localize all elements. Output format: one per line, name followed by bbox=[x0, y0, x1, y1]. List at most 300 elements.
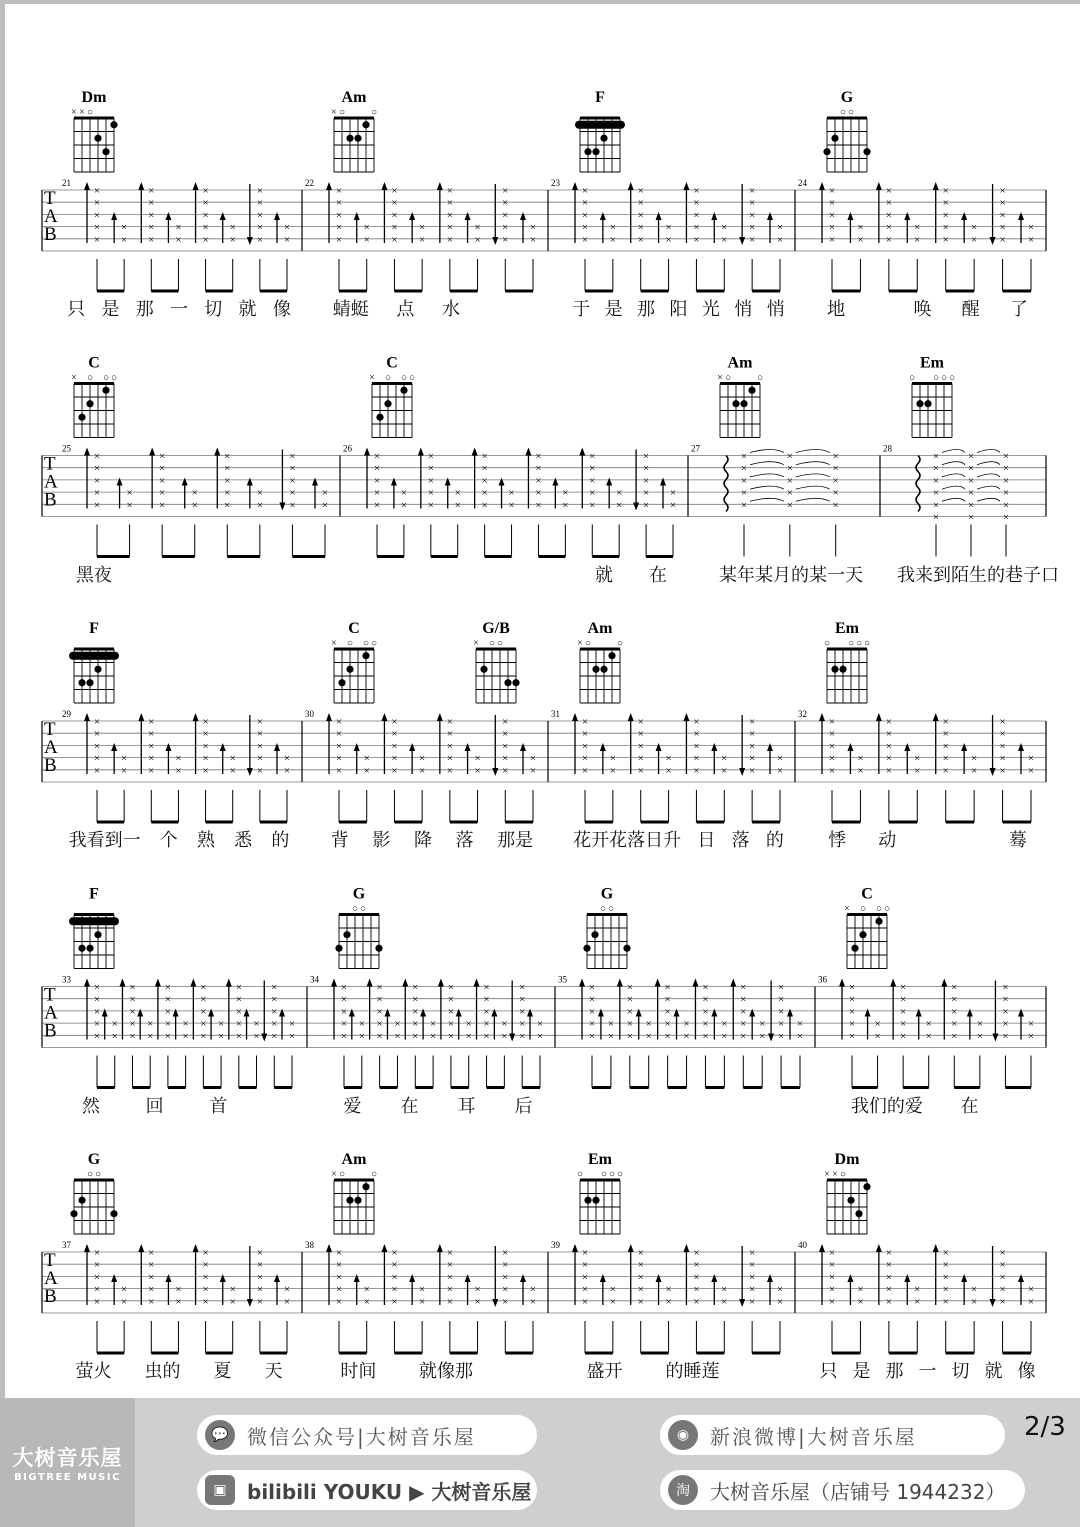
up-strum-arrow-icon bbox=[961, 743, 967, 751]
muted-note-x: × bbox=[391, 209, 398, 222]
up-strum-arrow-icon bbox=[214, 448, 220, 456]
muted-note-x: × bbox=[749, 185, 756, 197]
muted-note-x: × bbox=[749, 1259, 756, 1272]
lyric-word: 那 bbox=[637, 299, 656, 320]
muted-note-x: × bbox=[93, 993, 101, 1006]
open-string-icon: ○ bbox=[608, 1169, 616, 1180]
muted-note-x: × bbox=[93, 1030, 101, 1043]
muted-note-x: × bbox=[447, 993, 455, 1006]
muted-note-x: × bbox=[519, 1018, 526, 1031]
open-string-icon: ○ bbox=[584, 638, 592, 649]
up-strum-arrow-icon bbox=[244, 1009, 250, 1017]
open-string-icon: ○ bbox=[338, 107, 346, 118]
muted-note-x: × bbox=[256, 752, 263, 765]
open-string-icon: ○ bbox=[855, 638, 863, 649]
lyric-word: 萤火 bbox=[75, 1361, 112, 1382]
muted-note-x: × bbox=[256, 740, 263, 753]
lyric-word bbox=[187, 561, 195, 587]
tie-mark bbox=[942, 498, 965, 501]
chord-name: Am bbox=[587, 620, 613, 637]
muted-note-x: × bbox=[693, 1271, 700, 1284]
lyric-word: 熟 bbox=[196, 830, 215, 851]
muted-note-x: × bbox=[391, 740, 398, 753]
muted-note-x: × bbox=[202, 1283, 209, 1296]
muted-note-x: × bbox=[609, 752, 616, 765]
chord-name: G bbox=[87, 1151, 101, 1168]
muted-note-x: × bbox=[474, 1283, 481, 1296]
muted-note-x: × bbox=[693, 716, 700, 728]
up-strum-arrow-icon bbox=[119, 979, 125, 987]
muted-note-x: × bbox=[637, 1283, 644, 1296]
muted-note-x: × bbox=[502, 233, 509, 246]
measure-number: 40 bbox=[798, 1240, 807, 1250]
muted-note-x: × bbox=[129, 981, 136, 994]
muted-note-x: × bbox=[951, 1030, 958, 1043]
muted-note-x: × bbox=[229, 764, 236, 777]
muted-note-x: × bbox=[976, 1018, 983, 1031]
muted-note-x: × bbox=[217, 1030, 225, 1043]
up-strum-arrow-icon bbox=[84, 182, 90, 190]
up-strum-arrow-icon bbox=[876, 182, 882, 190]
down-strum-arrow-icon bbox=[509, 1034, 515, 1042]
finger-dot bbox=[591, 931, 598, 938]
tie-mark bbox=[942, 462, 965, 465]
lyric-word bbox=[419, 561, 427, 587]
muted-note-x: × bbox=[391, 197, 398, 210]
up-strum-arrow-icon bbox=[711, 743, 717, 751]
muted-note-x: × bbox=[358, 1030, 365, 1043]
finger-dot bbox=[859, 931, 866, 938]
finger-dot bbox=[592, 1197, 599, 1204]
lyric-line bbox=[59, 561, 337, 587]
muted-note-x: × bbox=[664, 993, 671, 1006]
finger-dot bbox=[102, 148, 109, 155]
muted-note-x: × bbox=[202, 752, 209, 765]
lyric-line bbox=[705, 561, 877, 587]
muted-note-x: × bbox=[335, 728, 343, 741]
measure-number: 37 bbox=[62, 1240, 71, 1250]
open-string-icon: ○ bbox=[724, 372, 732, 384]
muted-note-x: × bbox=[502, 1259, 509, 1272]
muted-note-x: × bbox=[609, 233, 616, 246]
muted-note-x: × bbox=[271, 993, 278, 1006]
up-strum-arrow-icon bbox=[409, 743, 415, 751]
muted-note-x: × bbox=[693, 1247, 700, 1259]
lyric-word: 像 bbox=[272, 299, 291, 320]
open-string-icon: ○ bbox=[496, 638, 504, 649]
taobao-label: 大树音乐屋（店铺号 1944232） bbox=[710, 1479, 1006, 1504]
muted-note-x: × bbox=[581, 1247, 589, 1259]
muted-note-x: × bbox=[971, 764, 978, 777]
finger-dot bbox=[748, 387, 755, 394]
up-strum-arrow-icon bbox=[437, 182, 443, 190]
muted-note-x: × bbox=[502, 209, 509, 222]
muted-note-x: × bbox=[446, 221, 453, 234]
up-strum-arrow-icon bbox=[890, 979, 896, 987]
muted-note-x: × bbox=[588, 1030, 596, 1043]
muted-note-x: × bbox=[607, 1030, 615, 1043]
lyric-word: 是 bbox=[852, 1361, 871, 1382]
tie-mark bbox=[750, 450, 784, 453]
up-strum-arrow-icon bbox=[683, 713, 689, 721]
chord-diagram bbox=[577, 620, 623, 703]
finger-dot bbox=[338, 679, 345, 686]
muted-note-x: × bbox=[828, 221, 836, 234]
muted-note-x: × bbox=[376, 1018, 383, 1031]
muted-note-x: × bbox=[483, 993, 490, 1006]
lyric-line bbox=[812, 1357, 1043, 1383]
muted-note-x: × bbox=[776, 752, 784, 765]
muted-note-x: × bbox=[589, 487, 596, 500]
muted-string-icon: × bbox=[71, 372, 77, 384]
muted-note-x: × bbox=[642, 499, 650, 512]
muted-note-x: × bbox=[412, 1030, 419, 1043]
muted-note-x: × bbox=[202, 740, 209, 753]
muted-note-x: × bbox=[999, 728, 1006, 741]
muted-note-x: × bbox=[749, 1247, 756, 1259]
lyric-word: 黑夜 bbox=[75, 564, 112, 586]
lyric-line bbox=[897, 561, 1059, 587]
muted-note-x: × bbox=[93, 197, 101, 210]
muted-note-x: × bbox=[749, 197, 756, 210]
muted-note-x: × bbox=[616, 487, 623, 500]
up-strum-arrow-icon bbox=[819, 713, 825, 721]
lyric-word: 蜻蜓 bbox=[332, 299, 369, 320]
muted-note-x: × bbox=[481, 487, 488, 500]
lyric-word bbox=[312, 561, 320, 587]
muted-note-x: × bbox=[202, 1295, 209, 1308]
muted-note-x: × bbox=[502, 1271, 509, 1284]
tab-clef-letter: B bbox=[44, 755, 57, 776]
muted-note-x: × bbox=[175, 1295, 182, 1308]
muted-note-x: × bbox=[828, 1295, 836, 1308]
up-strum-arrow-icon bbox=[111, 743, 117, 751]
muted-note-x: × bbox=[446, 185, 453, 197]
lyric-word bbox=[145, 561, 153, 587]
muted-note-x: × bbox=[289, 474, 296, 487]
muted-note-x: × bbox=[335, 1295, 343, 1308]
lyric-word: 是 bbox=[604, 299, 623, 320]
up-strum-arrow-icon bbox=[617, 979, 623, 987]
muted-note-x: × bbox=[519, 1030, 526, 1043]
up-strum-arrow-icon bbox=[819, 1244, 825, 1252]
up-strum-arrow-icon bbox=[402, 979, 408, 987]
muted-note-x: × bbox=[749, 740, 756, 753]
muted-note-x: × bbox=[288, 1018, 296, 1031]
finger-dot bbox=[839, 666, 846, 673]
muted-note-x: × bbox=[642, 450, 650, 463]
open-string-icon: ○ bbox=[932, 372, 940, 384]
muted-note-x: × bbox=[885, 1247, 892, 1259]
muted-note-x: × bbox=[942, 1247, 949, 1259]
muted-note-x: × bbox=[182, 1018, 189, 1031]
muted-note-x: × bbox=[999, 233, 1006, 246]
open-string-icon: ○ bbox=[756, 372, 764, 384]
open-string-icon: ○ bbox=[948, 372, 956, 384]
muted-note-x: × bbox=[446, 233, 453, 246]
lyric-word bbox=[375, 561, 383, 587]
muted-note-x: × bbox=[664, 1005, 671, 1018]
lyric-word: 某年某月的某一天 bbox=[719, 564, 863, 586]
lyric-word bbox=[229, 561, 237, 587]
up-strum-arrow-icon bbox=[787, 1009, 793, 1017]
open-string-icon: ○ bbox=[86, 1169, 94, 1180]
up-strum-arrow-icon bbox=[967, 1009, 973, 1017]
muted-note-x: × bbox=[999, 740, 1006, 753]
muted-note-x: × bbox=[256, 728, 263, 741]
tie-mark bbox=[796, 498, 830, 501]
muted-note-x: × bbox=[121, 221, 128, 234]
muted-note-x: × bbox=[967, 511, 975, 524]
muted-note-x: × bbox=[391, 764, 398, 777]
lyric-word: 一 bbox=[169, 299, 188, 320]
muted-note-x: × bbox=[693, 1295, 700, 1308]
up-strum-arrow-icon bbox=[279, 1009, 285, 1017]
muted-note-x: × bbox=[335, 740, 343, 753]
muted-note-x: × bbox=[148, 728, 155, 741]
muted-note-x: × bbox=[427, 487, 434, 500]
finger-dot bbox=[924, 400, 931, 407]
lyric-word: 悸 bbox=[828, 830, 847, 851]
muted-note-x: × bbox=[256, 1247, 263, 1259]
open-string-icon: ○ bbox=[863, 638, 871, 649]
muted-note-x: × bbox=[93, 474, 101, 487]
lyric-word: 就 bbox=[595, 564, 613, 586]
up-strum-arrow-icon bbox=[84, 1244, 90, 1252]
muted-note-x: × bbox=[796, 1018, 804, 1031]
weibo-link[interactable] bbox=[660, 1415, 1005, 1455]
finger-dot bbox=[362, 1183, 369, 1190]
muted-note-x: × bbox=[121, 233, 128, 246]
muted-note-x: × bbox=[529, 752, 537, 765]
tie-mark bbox=[750, 498, 784, 501]
muted-note-x: × bbox=[340, 1018, 348, 1031]
open-string-icon: ○ bbox=[370, 638, 378, 649]
muted-note-x: × bbox=[283, 221, 291, 234]
up-strum-arrow-icon bbox=[111, 1274, 117, 1282]
chord-diagram bbox=[331, 620, 377, 703]
up-strum-arrow-icon bbox=[193, 182, 199, 190]
tab-clef-letter: B bbox=[44, 1020, 57, 1042]
open-string-icon: ○ bbox=[362, 638, 370, 649]
muted-note-x: × bbox=[925, 1030, 932, 1043]
lyric-word: 就像那 bbox=[418, 1361, 473, 1382]
video-links[interactable] bbox=[197, 1470, 537, 1510]
muted-note-x: × bbox=[786, 474, 793, 487]
chord-diagram bbox=[717, 355, 763, 438]
up-strum-arrow-icon bbox=[767, 212, 773, 220]
muted-note-x: × bbox=[256, 1283, 263, 1296]
muted-note-x: × bbox=[900, 993, 907, 1006]
muted-note-x: × bbox=[721, 233, 728, 246]
muted-note-x: × bbox=[419, 221, 426, 234]
muted-note-x: × bbox=[885, 233, 892, 246]
up-strum-arrow-icon bbox=[354, 212, 360, 220]
muted-note-x: × bbox=[391, 221, 398, 234]
muted-note-x: × bbox=[740, 1018, 747, 1031]
muted-note-x: × bbox=[749, 233, 756, 246]
muted-note-x: × bbox=[111, 1030, 118, 1043]
lyric-line bbox=[565, 826, 792, 852]
tab-clef-letter: A bbox=[44, 206, 58, 227]
muted-string-icon: × bbox=[717, 372, 723, 384]
muted-note-x: × bbox=[1002, 474, 1010, 487]
up-strum-arrow-icon bbox=[730, 979, 736, 987]
up-strum-arrow-icon bbox=[137, 1009, 143, 1017]
lyric-word: 悉 bbox=[234, 830, 253, 851]
muted-note-x: × bbox=[93, 981, 101, 994]
tab-system bbox=[42, 355, 1046, 557]
tab-system bbox=[42, 886, 1046, 1088]
up-strum-arrow-icon bbox=[474, 979, 480, 987]
muted-note-x: × bbox=[749, 1283, 756, 1296]
muted-note-x: × bbox=[391, 1283, 398, 1296]
muted-note-x: × bbox=[502, 1283, 509, 1296]
up-strum-arrow-icon bbox=[165, 1274, 171, 1282]
up-strum-arrow-icon bbox=[84, 713, 90, 721]
muted-note-x: × bbox=[637, 1295, 644, 1308]
muted-note-x: × bbox=[93, 233, 101, 246]
up-strum-arrow-icon bbox=[445, 478, 451, 486]
muted-note-x: × bbox=[335, 1247, 343, 1259]
muted-note-x: × bbox=[885, 764, 892, 777]
muted-note-x: × bbox=[776, 221, 784, 234]
muted-note-x: × bbox=[828, 185, 836, 197]
muted-note-x: × bbox=[942, 233, 949, 246]
chord-diagram bbox=[909, 355, 955, 438]
finger-dot bbox=[110, 121, 117, 128]
wechat-link[interactable] bbox=[197, 1415, 537, 1455]
muted-note-x: × bbox=[683, 1030, 690, 1043]
open-string-icon: ○ bbox=[110, 372, 118, 384]
up-strum-arrow-icon bbox=[418, 448, 424, 456]
muted-string-icon: × bbox=[331, 107, 337, 118]
muted-note-x: × bbox=[885, 716, 892, 728]
muted-note-x: × bbox=[335, 752, 343, 765]
muted-note-x: × bbox=[200, 1018, 207, 1031]
muted-note-x: × bbox=[885, 740, 892, 753]
tie-mark bbox=[942, 474, 965, 477]
chord-diagram bbox=[824, 620, 870, 703]
muted-note-x: × bbox=[535, 474, 542, 487]
taobao-link[interactable] bbox=[660, 1470, 1025, 1510]
up-strum-arrow-icon bbox=[876, 1244, 882, 1252]
up-strum-arrow-icon bbox=[226, 979, 232, 987]
muted-note-x: × bbox=[1002, 487, 1010, 500]
muted-note-x: × bbox=[508, 487, 515, 500]
muted-note-x: × bbox=[502, 728, 509, 741]
muted-note-x: × bbox=[626, 981, 633, 994]
lyric-line bbox=[565, 295, 792, 321]
muted-note-x: × bbox=[740, 981, 747, 994]
tie-mark bbox=[977, 462, 1000, 465]
lyric-word: 背 bbox=[330, 830, 349, 851]
tab-clef-letter: A bbox=[44, 1268, 58, 1289]
muted-note-x: × bbox=[93, 221, 101, 234]
muted-note-x: × bbox=[776, 1283, 784, 1296]
muted-note-x: × bbox=[256, 716, 263, 728]
chord-diagram bbox=[369, 355, 415, 438]
muted-note-x: × bbox=[642, 462, 650, 475]
open-string-icon: ○ bbox=[847, 107, 855, 118]
muted-note-x: × bbox=[93, 740, 101, 753]
chord-name: Em bbox=[588, 1151, 612, 1168]
muted-note-x: × bbox=[93, 716, 101, 728]
up-strum-arrow-icon bbox=[456, 1009, 462, 1017]
muted-note-x: × bbox=[581, 1295, 589, 1308]
muted-note-x: × bbox=[914, 764, 921, 777]
finger-dot bbox=[86, 945, 93, 952]
up-strum-arrow-icon bbox=[1018, 212, 1024, 220]
muted-note-x: × bbox=[828, 233, 836, 246]
logo-text-en: BIGTREE MUSIC bbox=[14, 1472, 121, 1483]
up-strum-arrow-icon bbox=[117, 478, 123, 486]
muted-note-x: × bbox=[148, 233, 155, 246]
muted-note-x: × bbox=[999, 1247, 1006, 1259]
muted-note-x: × bbox=[412, 1018, 419, 1031]
up-strum-arrow-icon bbox=[84, 979, 90, 987]
barre-mark bbox=[69, 917, 119, 925]
muted-note-x: × bbox=[740, 1030, 747, 1043]
muted-note-x: × bbox=[481, 499, 488, 512]
muted-note-x: × bbox=[942, 752, 949, 765]
muted-note-x: × bbox=[857, 221, 864, 234]
chord-diagram bbox=[69, 886, 119, 969]
up-strum-arrow-icon bbox=[381, 713, 387, 721]
muted-note-x: × bbox=[740, 474, 748, 487]
muted-note-x: × bbox=[289, 499, 296, 512]
lyric-word: 我来到陌生的巷子口 bbox=[897, 564, 1059, 586]
tab-clef-letter: A bbox=[44, 1002, 58, 1024]
muted-note-x: × bbox=[229, 1283, 236, 1296]
up-strum-arrow-icon bbox=[847, 743, 853, 751]
muted-note-x: × bbox=[951, 993, 958, 1006]
muted-note-x: × bbox=[446, 716, 453, 728]
lyric-word: 然 bbox=[81, 1095, 100, 1117]
lyric-word: 醒 bbox=[961, 299, 980, 320]
muted-note-x: × bbox=[607, 1018, 615, 1031]
muted-string-icon: × bbox=[369, 372, 375, 384]
muted-note-x: × bbox=[483, 1005, 490, 1018]
up-strum-arrow-icon bbox=[193, 713, 199, 721]
up-strum-arrow-icon bbox=[579, 979, 585, 987]
muted-note-x: × bbox=[616, 499, 623, 512]
up-strum-arrow-icon bbox=[904, 1274, 910, 1282]
muted-note-x: × bbox=[1027, 764, 1035, 777]
finger-dot bbox=[608, 652, 615, 659]
tie-mark bbox=[977, 498, 1000, 501]
lyric-word: 的睡莲 bbox=[665, 1361, 720, 1382]
muted-note-x: × bbox=[483, 1030, 490, 1043]
open-string-icon: ○ bbox=[346, 638, 354, 649]
muted-note-x: × bbox=[626, 993, 633, 1006]
muted-note-x: × bbox=[581, 1271, 589, 1284]
lyric-word: 我看到一 bbox=[68, 830, 141, 851]
up-strum-arrow-icon bbox=[354, 743, 360, 751]
lyric-word bbox=[1016, 1092, 1024, 1118]
muted-note-x: × bbox=[502, 716, 509, 728]
muted-note-x: × bbox=[857, 1283, 864, 1296]
muted-note-x: × bbox=[1002, 499, 1010, 512]
finger-dot bbox=[855, 1210, 862, 1217]
muted-note-x: × bbox=[427, 462, 434, 475]
up-strum-arrow-icon bbox=[520, 1274, 526, 1282]
muted-note-x: × bbox=[391, 1295, 398, 1308]
down-strum-arrow-icon bbox=[247, 768, 253, 776]
muted-note-x: × bbox=[288, 1030, 296, 1043]
up-strum-arrow-icon bbox=[520, 743, 526, 751]
muted-note-x: × bbox=[200, 993, 207, 1006]
